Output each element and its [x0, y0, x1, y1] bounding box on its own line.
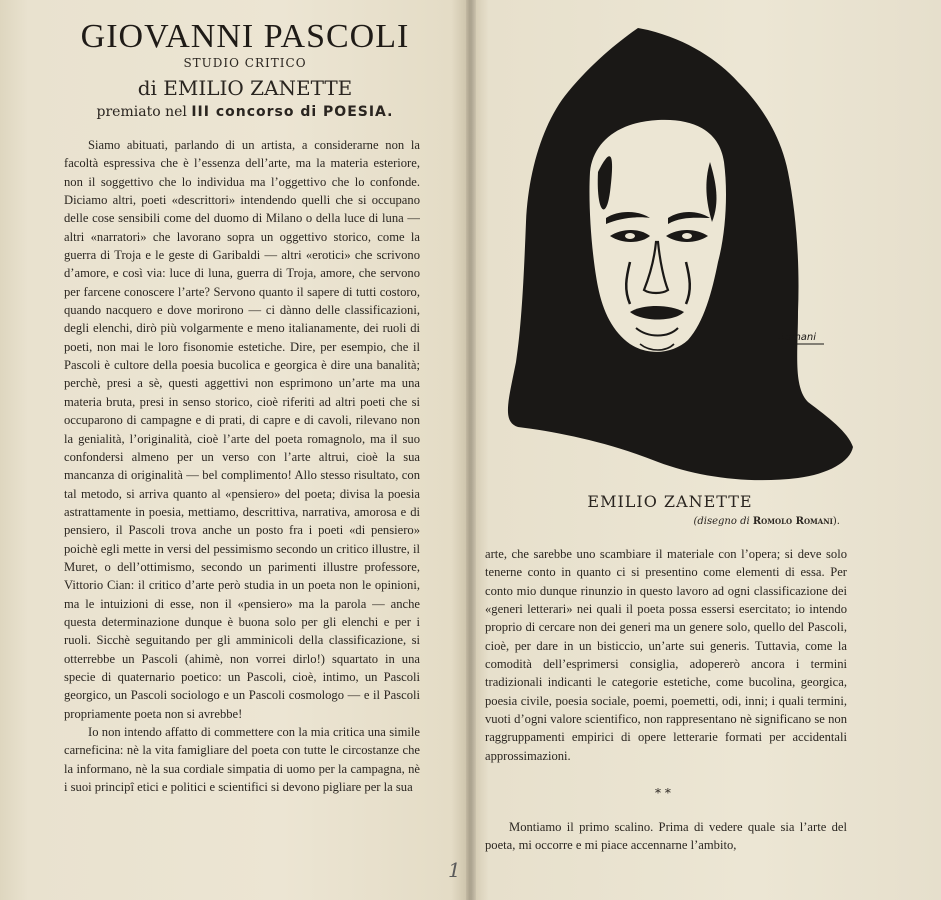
article-subtitle: STUDIO CRITICO [183, 56, 307, 70]
right-column-text-2 [485, 818, 847, 858]
author-line [0, 76, 490, 100]
author-prefix: di [137, 76, 157, 100]
right-column-text [485, 545, 847, 780]
credit-prefix: (disegno di [693, 516, 750, 527]
portrait-drawing [498, 22, 856, 486]
page-number: 1 [448, 858, 461, 882]
section-separator: * * [655, 786, 671, 800]
paragraph-1: Siamo abituati, parlando di un artista, a considerarne non la facoltà espressiva che è l’essenza dell’arte, ma la materia esteriore, non il soggettivo che lo individua ma l’oggettivo che lo confonde. Diciamo altri, poeti «descrittori» intendendo quelli che si occupano delle cose sensibili come del duomo di Milano o della luce di luna — altri «narratori» che lavorano sopra un oggettivo storico, come la guerra di Troja e le geste di Garibaldi — altri «erotici» che scrivono d’amore, e così via: luce di luna, guerra di Troja, amore, che servono per farcene conoscere l’arte? Servono quanto il sapere di tutti costoro, quando nacquero e dove morirono — ci dànno delle classificazioni, degli elenchi, dirò più volgarmente e meno italianamente, dei ruoli di poeti, non mai le loro fisonomie estetiche. Dire, per esempio, che il Pascoli è cultore della poesia bucolica e georgica è dire una banalità; perchè, presi a sè, questi aggettivi non esprimono un’arte ma una materia bruta, presi in senso storico, cioè riferiti ad altri poeti che si occuparono di campagne e di prati, di capre e di cavoli, rilevano non la genialità, l’originalità, cioè l’arte del poeta romagnolo, ma il suo confondersi almeno per un verso con l’arte altrui, cioè la sua mancanza di originalità — bel complimento! Allo stesso risultato, con tal metodo, si arriva quanto al «pensiero» del poeta; divisa la poesia astrattamente in poesia, mettiamo, descrittiva, narrativa, amorosa e di pensiero, il Pascoli trova anche un posto fra i poeti «di pensiero» poichè egli mette in versi del pessimismo secondo un critico illustre, il Muret, o dell’ottimismo, secondo un parimenti illustre professore, Vittorio Cian: il critico d’arte però studia in un poeta non le opinioni, ma le intuizioni di esse, non il «pensiero» ma la parola — anche questa determinazione dunque è buona solo per gli elenchi e per i ruoli. Sicchè seguitando per gli amminicoli della classificazione, si otterrebbe un Pascoli (ahimè, non vorrei dirlo!) squartato in una specie di quaternario poetico: un Pascoli, cioè, intimo, un Pascoli georgico, un Pascoli sociologo e un Pascoli cosmologo — e il Pascoli propriamente poeta non si avrebbe! [64, 138, 420, 721]
prize-contest: III concorso di POESIA. [191, 104, 394, 120]
author-name: EMILIO ZANETTE [163, 76, 353, 100]
right-paragraph-1: arte, che sarebbe uno scambiare il materiale con l’opera; si deve solo tenerne conto in quanto ci si presentino come elementi di essa. Per conto mio dunque rinunzio in questo lavoro ad ogni classificazione dei «generi letterari» nei quali il poeta possa essersi esercitato; io intendo proprio di cercare non dei generi ma un genere solo, quello del Pascoli, cioè, per dare in un bisticcio, un’arte sui generis. Tuttavia, come la comodità dell’esprimersi consiglia, adopererò ancora i termini tradizionali indicanti le categorie estetiche, come bucolina, georgica, poesia civile, poesia sociale, poemi, poemetti, odi, inni; i quali termini, vuoti d’ogni valore scientifico, non rappresentano nè significano se non raggruppamenti empirici di opere letterarie formati per accidentali approssimazioni. [485, 547, 847, 763]
portrait-svg [498, 22, 856, 486]
credit-suffix: ). [832, 516, 840, 527]
portrait-caption-credit [600, 516, 840, 527]
portrait-signature: Romani [778, 332, 817, 343]
book-spine [466, 0, 476, 900]
credit-name: Romolo Romani [752, 516, 833, 527]
article-title: GIOVANNI PASCOLI [80, 18, 410, 55]
paragraph-2: Io non intendo affatto di commettere con la mia critica una simile carneficina: nè la vita famigliare del poeta con tutte le circostanze che la informano, nè la sua cordiale simpatia di uomo per la campagna, nè i suoi principî etici e politici e scientifici si devono pigliare per la sua [64, 725, 420, 795]
prize-prefix: premiato nel [96, 104, 187, 120]
portrait-caption-name: EMILIO ZANETTE [587, 492, 753, 511]
right-paragraph-2: Montiamo il primo scalino. Prima di vedere quale sia l’arte del poeta, mi occorre e mi piace accennarne l’ambito, [485, 820, 847, 853]
prize-line [0, 104, 490, 120]
left-column-text [64, 136, 420, 856]
